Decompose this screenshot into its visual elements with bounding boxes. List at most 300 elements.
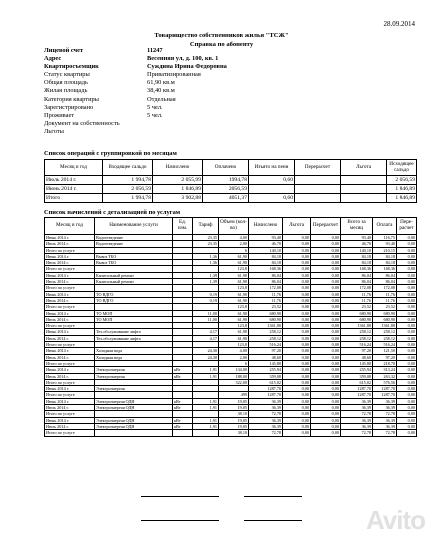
- charges-table-cell: 86,04: [341, 279, 373, 285]
- info-label: Квартиросъемщик: [44, 63, 99, 71]
- charges-table-cell: 0,00: [311, 235, 341, 241]
- charges-table-cell: 0,00: [397, 342, 417, 348]
- charges-table-cell: кВт: [173, 373, 193, 379]
- charges-table-cell: 97,20: [249, 348, 283, 354]
- operations-table-cell: [341, 185, 387, 194]
- charges-table-cell: 11,76: [341, 297, 373, 303]
- charges-table-cell: Водоотведение: [95, 235, 173, 241]
- charges-table-column-header: Наименование услуги: [95, 218, 173, 235]
- charges-table-cell: 0,00: [397, 423, 417, 429]
- charges-table-cell: 0,00: [311, 260, 341, 266]
- document-title: Справка по абоненту: [189, 41, 254, 48]
- operations-table-column-header: Изъято на пени: [249, 160, 295, 176]
- charges-table-cell: 23,35: [193, 241, 219, 247]
- document-date: 28.09.2014: [383, 20, 415, 28]
- charges-table-cell: Июль 2014 г.: [45, 423, 95, 429]
- charges-table-cell: 0,00: [283, 367, 311, 373]
- charges-table-cell: Итого по услуге: [45, 430, 95, 436]
- charges-table-column-header: Месяц и год: [45, 218, 95, 235]
- charges-table-cell: 38,10: [219, 430, 249, 436]
- charges-table-cell: Июнь 2014 г.: [45, 417, 95, 423]
- charges-table-cell: 0,00: [311, 329, 341, 335]
- charges-table-cell: 0,00: [397, 354, 417, 360]
- charges-table-cell: 0,00: [397, 316, 417, 322]
- charges-table-cell: 93,40: [249, 235, 283, 241]
- charges-table-cell: 0,00: [311, 342, 341, 348]
- charges-table-cell: 1,91: [193, 373, 219, 379]
- charges-table-cell: 0,00: [397, 291, 417, 297]
- info-label: Проживает: [44, 111, 75, 119]
- charges-table-cell: Капитальный ремонт: [95, 272, 173, 278]
- charges-table-cell: кВт: [173, 417, 193, 423]
- charges-table-cell: 4,17: [193, 335, 219, 341]
- charges-table-cell: ТО ВДГО: [95, 297, 173, 303]
- charges-table-cell: 19,05: [219, 405, 249, 411]
- charges-table-cell: 1,91: [193, 417, 219, 423]
- charges-table-cell: 2,00: [219, 241, 249, 247]
- charges-table-column-header: Льгота: [283, 218, 311, 235]
- charges-table-cell: 0,00: [283, 279, 311, 285]
- charges-table-cell: 0,00: [311, 247, 341, 253]
- charges-table-cell: Электроэнергия ОДН: [95, 405, 173, 411]
- charges-table-cell: 0,00: [283, 304, 311, 310]
- operations-table-column-header: Исходящее сальдо: [387, 160, 417, 176]
- charges-table-cell: 36,39: [249, 398, 283, 404]
- charges-table-cell: Июль 2014 г.: [45, 335, 95, 341]
- operations-table-column-header: Входящее сальдо: [103, 160, 153, 176]
- charges-table-cell: 0,00: [311, 373, 341, 379]
- charges-table-cell: 84,18: [373, 253, 397, 259]
- charges-table-cell: 0,00: [397, 247, 417, 253]
- charges-table-cell: 72,78: [341, 411, 373, 417]
- charges-table-column-header: Всего за месяц: [341, 218, 373, 235]
- operations-table-cell: 1 846,89: [153, 185, 203, 194]
- charges-table-cell: Июнь 2014 г.: [45, 329, 95, 335]
- charges-table-cell: 0,00: [283, 323, 311, 329]
- charges-table-cell: 576,56: [373, 379, 397, 385]
- charges-table-cell: 168,36: [373, 266, 397, 272]
- operations-table-cell: [341, 194, 387, 203]
- charges-table-cell: 0,00: [311, 360, 341, 366]
- charges-table-cell: 0,00: [311, 323, 341, 329]
- charges-table-cell: 1287,70: [249, 392, 283, 398]
- charges-table-cell: 0,00: [311, 266, 341, 272]
- charges-table-cell: 11,76: [373, 297, 397, 303]
- charges-table-cell: 255,94: [249, 367, 283, 373]
- charges-table-cell: 0,00: [283, 405, 311, 411]
- operations-table-cell: 3 902,88: [153, 194, 203, 203]
- charges-table-cell: 0,00: [283, 360, 311, 366]
- charges-table-header: [45, 218, 417, 235]
- charges-table-cell: 36,39: [341, 398, 373, 404]
- info-label: Лицевой счет: [44, 47, 84, 54]
- charges-table-cell: Электроэнергия ОДН: [95, 398, 173, 404]
- info-value: Весенняя ул, д. 100, кв. 1: [147, 55, 219, 63]
- charges-table-cell: 0,00: [397, 411, 417, 417]
- charges-table-cell: 23,35: [193, 235, 219, 241]
- charges-table-cell: 680,90: [373, 310, 397, 316]
- charges-table-cell: кВт: [173, 405, 193, 411]
- operations-section-title: Список операций с группировкой по месяцам: [44, 150, 177, 157]
- charges-table-cell: 123,8: [219, 323, 249, 329]
- charges-table-cell: 61,90: [219, 297, 249, 303]
- charges-table-cell: 121,50: [373, 348, 397, 354]
- charges-table-cell: Электроэнергия: [95, 373, 173, 379]
- charges-table-cell: 11,76: [249, 291, 283, 297]
- charges-table-cell: 46,70: [341, 241, 373, 247]
- charges-table-cell: 84,18: [341, 253, 373, 259]
- operations-table-column-header: Перерасчет: [295, 160, 341, 176]
- charges-table-cell: 116,75: [373, 235, 397, 241]
- charges-table-cell: 263,32: [373, 373, 397, 379]
- charges-table: [44, 217, 417, 437]
- charges-table-cell: 38,10: [219, 411, 249, 417]
- charges-table-cell: 0,00: [311, 367, 341, 373]
- charges-table-cell: 0,00: [311, 405, 341, 411]
- charges-table-cell: 0,19: [193, 291, 219, 297]
- charges-table-cell: 0,00: [311, 272, 341, 278]
- charges-table-cell: 36,39: [341, 417, 373, 423]
- charges-table-cell: 19,05: [219, 398, 249, 404]
- operations-table-cell: 2 056,59: [387, 176, 417, 185]
- charges-table-cell: Июнь 2014 г.: [45, 398, 95, 404]
- charges-table-cell: 0,00: [397, 279, 417, 285]
- charges-table-cell: 0,00: [311, 430, 341, 436]
- charges-table-cell: кВт: [173, 398, 193, 404]
- charges-table-cell: Итого по услуге: [45, 360, 95, 366]
- info-label: Адрес: [44, 55, 62, 63]
- info-label: Статус квартиры: [44, 71, 90, 79]
- charges-table-cell: Электроэнергия: [95, 367, 173, 373]
- charges-table-cell: 36,39: [249, 423, 283, 429]
- charges-table-cell: 86,04: [373, 279, 397, 285]
- charges-table-cell: Июль 2014 г.: [45, 373, 95, 379]
- info-row: [44, 104, 227, 112]
- info-row: [44, 128, 227, 136]
- charges-table-cell: 72,78: [249, 411, 283, 417]
- operations-table-row: [45, 176, 417, 185]
- charges-table-cell: 0,00: [283, 411, 311, 417]
- charges-table-cell: 1361,80: [341, 323, 373, 329]
- operations-table-column-header: Льгота: [341, 160, 387, 176]
- charges-table-column-header: Объем (кол-во): [219, 218, 249, 235]
- charges-table-cell: 36,39: [373, 423, 397, 429]
- charges-table-cell: 61,90: [219, 260, 249, 266]
- operations-table-cell: Итого: [45, 194, 103, 203]
- charges-table-cell: 0,00: [311, 348, 341, 354]
- charges-table-cell: 0,00: [311, 379, 341, 385]
- charges-table-cell: 258,12: [249, 335, 283, 341]
- charges-table-cell: 1,91: [193, 423, 219, 429]
- charges-table-cell: Итого по услуге: [45, 411, 95, 417]
- charges-table-cell: 0,00: [397, 297, 417, 303]
- charges-table-cell: Июнь 2014 г.: [45, 291, 95, 297]
- charges-table-cell: Электроэнергия ОДН: [95, 417, 173, 423]
- charges-table-cell: 86,04: [341, 272, 373, 278]
- charges-table-cell: 255,94: [341, 367, 373, 373]
- charges-table-cell: Июнь 2014 г.: [45, 235, 95, 241]
- charges-table-cell: 0,00: [397, 310, 417, 316]
- charges-table-cell: 84,18: [341, 260, 373, 266]
- charges-table-cell: 72,78: [249, 430, 283, 436]
- operations-table-cell: Июнь 2014 г.: [45, 185, 103, 194]
- charges-table-cell: 140,10: [341, 247, 373, 253]
- charges-table-cell: 680,90: [249, 310, 283, 316]
- charges-table-cell: 0,00: [283, 417, 311, 423]
- charges-table-cell: 134,00: [219, 367, 249, 373]
- charges-table-cell: 0,00: [283, 423, 311, 429]
- charges-table-cell: 0,00: [283, 235, 311, 241]
- charges-table-cell: 36,39: [373, 417, 397, 423]
- charges-table-cell: 0,00: [397, 241, 417, 247]
- charges-table-cell: Вывоз ТБО: [95, 253, 173, 259]
- info-row: [44, 79, 227, 87]
- charges-table-cell: Холодная вода: [95, 354, 173, 360]
- operations-table-cell: 2056,59: [203, 185, 249, 194]
- charges-table-cell: 1,39: [193, 272, 219, 278]
- charges-table-cell: 0,00: [397, 367, 417, 373]
- charges-table-cell: 168,36: [341, 266, 373, 272]
- info-row: [44, 120, 227, 128]
- info-row: [44, 63, 227, 71]
- charges-table-cell: 1,36: [193, 260, 219, 266]
- charges-table-cell: Итого по услуге: [45, 285, 95, 291]
- charges-table-cell: 61,90: [219, 253, 249, 259]
- charges-table-cell: 0,00: [311, 253, 341, 259]
- charges-table-cell: 36,39: [249, 405, 283, 411]
- charges-table-cell: 4,00: [219, 348, 249, 354]
- info-label: Жилая площадь: [44, 87, 88, 95]
- charges-table-cell: 72,78: [373, 430, 397, 436]
- charges-table-cell: 11,76: [373, 291, 397, 297]
- charges-table-cell: 97,20: [341, 348, 373, 354]
- charges-table-cell: Холодная вода: [95, 348, 173, 354]
- charges-table-cell: 516,24: [249, 342, 283, 348]
- charges-table-cell: 0,00: [311, 316, 341, 322]
- charges-table-cell: 0,00: [397, 272, 417, 278]
- charges-table-cell: 24,30: [193, 354, 219, 360]
- charges-table-cell: Итого по услуге: [45, 304, 95, 310]
- charges-table-cell: 84,18: [373, 260, 397, 266]
- charges-table-cell: 23,52: [373, 304, 397, 310]
- charges-table-cell: 168,36: [249, 266, 283, 272]
- charges-table-cell: 0,00: [311, 291, 341, 297]
- charges-table-cell: 0,00: [283, 430, 311, 436]
- charges-table-cell: 1287,70: [341, 386, 373, 392]
- info-row: [44, 96, 227, 104]
- operations-table-cell: 1 994,78: [103, 194, 153, 203]
- charges-table-cell: 61,90: [219, 329, 249, 335]
- charges-table-cell: Июнь 2014 г.: [45, 310, 95, 316]
- watermark: Avito: [365, 505, 425, 535]
- charges-table-cell: 61,90: [219, 279, 249, 285]
- charges-table-cell: 1361,80: [373, 323, 397, 329]
- charges-table-cell: 36,39: [373, 405, 397, 411]
- charges-table-cell: 23,52: [341, 304, 373, 310]
- charges-table-cell: 48,60: [249, 354, 283, 360]
- charges-table-cell: 0,00: [311, 241, 341, 247]
- charges-table-cell: 0,00: [283, 354, 311, 360]
- operations-table-cell: [295, 185, 341, 194]
- charges-table-cell: 0,00: [311, 285, 341, 291]
- charges-table-cell: 0,00: [311, 398, 341, 404]
- charges-table-cell: 258,12: [373, 335, 397, 341]
- charges-table-cell: 0,00: [311, 335, 341, 341]
- charges-table-cell: 615,02: [249, 379, 283, 385]
- operations-table-column-header: Начислено: [153, 160, 203, 176]
- charges-table-cell: 0,00: [283, 329, 311, 335]
- charges-table-cell: 2,00: [219, 354, 249, 360]
- charges-table-cell: 0,00: [311, 417, 341, 423]
- charges-table-cell: 72,78: [341, 430, 373, 436]
- charges-table-cell: [95, 430, 173, 436]
- charges-table-cell: 0,00: [311, 354, 341, 360]
- charges-table-cell: 123,8: [219, 342, 249, 348]
- charges-table-cell: 258,12: [249, 329, 283, 335]
- info-value: 5 чел.: [147, 111, 163, 119]
- info-value: 11247: [147, 47, 163, 54]
- charges-table-cell: 359,08: [249, 373, 283, 379]
- charges-table-cell: 123,8: [219, 304, 249, 310]
- charges-table-cell: 1287,70: [373, 392, 397, 398]
- charges-table-cell: 0,00: [283, 379, 311, 385]
- charges-table-cell: 0,00: [283, 247, 311, 253]
- info-label: Категория квартиры: [44, 95, 99, 103]
- charges-table-cell: 680,90: [341, 316, 373, 322]
- charges-table-cell: 0,00: [397, 235, 417, 241]
- charges-table-cell: [193, 430, 219, 436]
- info-row: [44, 112, 227, 120]
- charges-table-cell: ТО МОП: [95, 316, 173, 322]
- info-label: Льготы: [44, 127, 64, 135]
- operations-table-cell: 4051,37: [203, 194, 249, 203]
- charges-table-cell: 36,39: [341, 405, 373, 411]
- charges-table-cell: 46,70: [249, 241, 283, 247]
- charges-table-cell: Июль 2014 г.: [45, 241, 95, 247]
- operations-table-cell: 2 056,59: [103, 185, 153, 194]
- charges-table-cell: 516,24: [373, 342, 397, 348]
- operations-table-cell: 1 846,89: [387, 194, 417, 203]
- charges-table-cell: 0,00: [397, 323, 417, 329]
- charges-table-cell: 0,00: [311, 297, 341, 303]
- charges-table-cell: 680,90: [341, 310, 373, 316]
- charges-table-cell: Электроэнергия: [95, 386, 173, 392]
- charges-table-cell: 0,00: [283, 285, 311, 291]
- info-value: Отдельная: [147, 95, 176, 103]
- info-row: [44, 71, 227, 79]
- charges-table-cell: Электроэнергия ОДН: [95, 423, 173, 429]
- charges-table-cell: 4,00: [219, 235, 249, 241]
- charges-table-cell: 19,05: [219, 423, 249, 429]
- charges-table-cell: 19,05: [219, 417, 249, 423]
- charges-table-cell: Капитальный ремонт: [95, 279, 173, 285]
- charges-table-cell: 258,12: [341, 329, 373, 335]
- charges-table-cell: 0,00: [283, 392, 311, 398]
- charges-table-cell: 172,08: [341, 285, 373, 291]
- charges-table-cell: Итого по услуге: [45, 342, 95, 348]
- charges-table-cell: 0,00: [283, 386, 311, 392]
- info-value: 38,40 кв.м: [147, 87, 175, 95]
- charges-table-row: [45, 430, 417, 436]
- info-value: Суждина Ирина Федоровна: [147, 63, 227, 71]
- charges-table-cell: Итого по услуге: [45, 392, 95, 398]
- charges-table-column-header: Оплата: [373, 218, 397, 235]
- operations-table-cell: 0,60: [249, 176, 295, 185]
- operations-table-column-header: Оплачено: [203, 160, 249, 176]
- info-value: 5 чел.: [147, 103, 163, 111]
- charges-table-cell: 72,78: [373, 411, 397, 417]
- operations-table-cell: [341, 176, 387, 185]
- charges-table-cell: 1,91: [193, 367, 219, 373]
- charges-table-cell: 680,90: [373, 316, 397, 322]
- charges-table-cell: 0,00: [397, 392, 417, 398]
- charges-table-cell: 0,00: [397, 304, 417, 310]
- charges-table-cell: 36,39: [373, 398, 397, 404]
- charges-table-cell: 0,00: [397, 348, 417, 354]
- charges-table-cell: 0,00: [311, 386, 341, 392]
- charges-table-cell: 0,00: [283, 310, 311, 316]
- charges-table-cell: 0,00: [283, 266, 311, 272]
- operations-table-cell: 1 994,78: [103, 176, 153, 185]
- operations-table-cell: [249, 185, 295, 194]
- info-label: Документ на собственность: [44, 119, 120, 127]
- charges-table-cell: 0,00: [397, 335, 417, 341]
- charges-table-cell: 145,80: [341, 360, 373, 366]
- signature-line: [141, 496, 219, 497]
- info-label: Общая площадь: [44, 79, 88, 87]
- charges-table-cell: кВт: [173, 423, 193, 429]
- charges-table-cell: 123,8: [219, 285, 249, 291]
- charges-table-cell: 1,39: [193, 279, 219, 285]
- operations-table-row: [45, 185, 417, 194]
- charges-table-cell: Итого по услуге: [45, 379, 95, 385]
- operations-table-cell: [295, 176, 341, 185]
- charges-table-cell: 499: [219, 392, 249, 398]
- charges-table-cell: 86,04: [373, 272, 397, 278]
- charges-table-cell: 6: [219, 360, 249, 366]
- organization-title: Товарищество собственников жилья "ТСЖ": [154, 32, 289, 39]
- charges-table-cell: 0,00: [311, 423, 341, 429]
- charges-table-cell: 313,24: [373, 367, 397, 373]
- charges-table-cell: 0,00: [397, 386, 417, 392]
- charges-table-cell: 0,00: [397, 285, 417, 291]
- charges-table-cell: 11,76: [249, 297, 283, 303]
- charges-table-cell: 0,00: [311, 279, 341, 285]
- charges-table-cell: 1287,70: [341, 392, 373, 398]
- info-row: [44, 47, 227, 55]
- charges-table-cell: 48,60: [341, 354, 373, 360]
- charges-table-cell: Июнь 2014 г.: [45, 348, 95, 354]
- signature-line: [244, 496, 302, 497]
- charges-table-cell: 0,00: [283, 260, 311, 266]
- charges-table-cell: 0,00: [397, 253, 417, 259]
- info-row: [44, 87, 227, 95]
- charges-table-cell: 0,00: [397, 405, 417, 411]
- charges-table-cell: 0,00: [283, 253, 311, 259]
- charges-table-cell: Июль 2014 г.: [45, 354, 95, 360]
- subscriber-info: [44, 47, 227, 136]
- charges-table-cell: Итого по услуге: [45, 323, 95, 329]
- charges-table-cell: 1,36: [193, 253, 219, 259]
- operations-table-header: [45, 160, 417, 176]
- charges-table-cell: 84,18: [249, 260, 283, 266]
- charges-table-cell: 0,00: [397, 329, 417, 335]
- charges-table-cell: Июль 2014 г.: [45, 405, 95, 411]
- charges-table-cell: 0,00: [283, 398, 311, 404]
- charges-table-cell: 0,00: [311, 411, 341, 417]
- charges-table-column-header: Перерасчет: [311, 218, 341, 235]
- info-label: Зарегистрировано: [44, 103, 94, 111]
